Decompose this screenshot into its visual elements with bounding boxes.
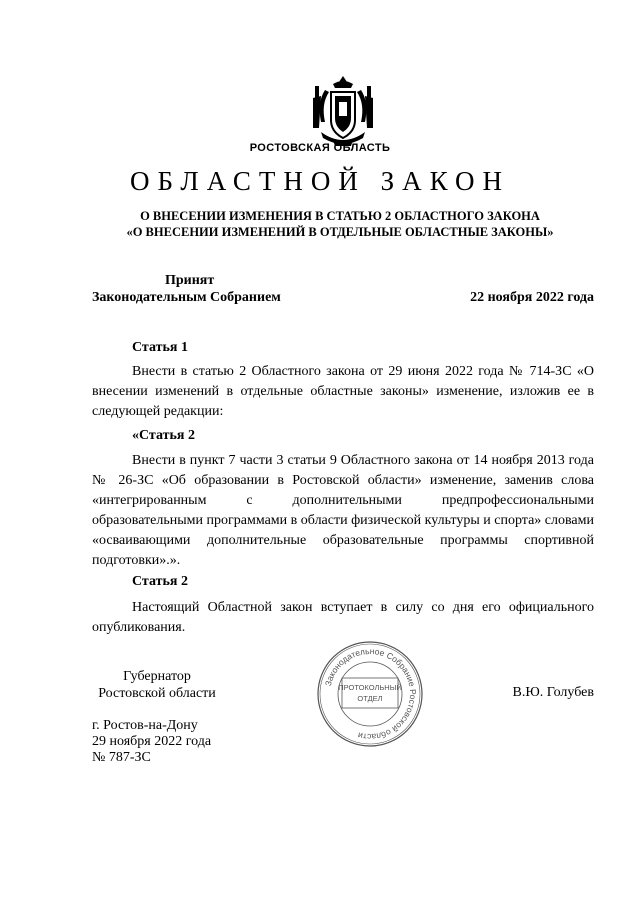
official-stamp (316, 640, 424, 748)
coat-of-arms-icon (303, 72, 383, 152)
quoted-article-paragraph: Внести в пункт 7 части 3 статьи 9 Областного закона от 14 ноября 2013 года № 26-ЗС «Об образовании в Ростовской области» изменение, заменив слова «интегрированным с дополнительными предпрофессиональными образовательными программами в области физической культуры и спорта» словами «осваивающими дополнительные образовательные программы спортивной подготовки».». (92, 453, 594, 568)
law-title (60, 208, 620, 240)
stamp-ring-text: Законодательное Собрание Ростовской области (322, 645, 419, 743)
article-1-paragraph: Внести в статью 2 Областного закона от 29 июня 2022 года № 714-ЗС «О внесении изменений в отдельные областные законы» изменение, изложив ее в следующей редакции: (92, 364, 594, 419)
region-name: РОСТОВСКАЯ ОБЛАСТЬ (249, 142, 391, 154)
signer-position-line1: Губернатор (123, 669, 191, 684)
law-number: № 787-ЗС (92, 750, 151, 765)
law-title-line2: «О ВНЕСЕНИИ ИЗМЕНЕНИЙ В ОТДЕЛЬНЫЕ ОБЛАСТНЫЕ ЗАКОНЫ» (126, 225, 554, 239)
signing-city: г. Ростов-на-Дону (92, 718, 198, 733)
article-1-title: Статья 1 (132, 340, 188, 355)
signing-date: 29 ноября 2022 года (92, 734, 212, 749)
law-title-line1: О ВНЕСЕНИИ ИЗМЕНЕНИЯ В СТАТЬЮ 2 ОБЛАСТНОГО ЗАКОНА (140, 209, 540, 223)
adopted-label: Принят (165, 273, 215, 288)
stamp-center-line1: ПРОТОКОЛЬНЫЙ (338, 683, 402, 692)
stamp-center-line2: ОТДЕЛ (357, 694, 383, 703)
signer-name: В.Ю. Голубев (512, 685, 594, 700)
signer-position (92, 668, 222, 702)
signer-position-line2: Ростовской области (98, 686, 216, 701)
adoption-date: 22 ноября 2022 года (470, 290, 594, 305)
adopted-by: Законодательным Собранием (92, 290, 281, 305)
article-2-title: Статья 2 (132, 574, 188, 589)
place-and-date (92, 718, 211, 766)
article-2-paragraph: Настоящий Областной закон вступает в силу со дня его официального опубликования. (92, 600, 594, 635)
quoted-article-title: «Статья 2 (132, 428, 195, 443)
document-type: ОБЛАСТНОЙ ЗАКОН (130, 166, 510, 196)
